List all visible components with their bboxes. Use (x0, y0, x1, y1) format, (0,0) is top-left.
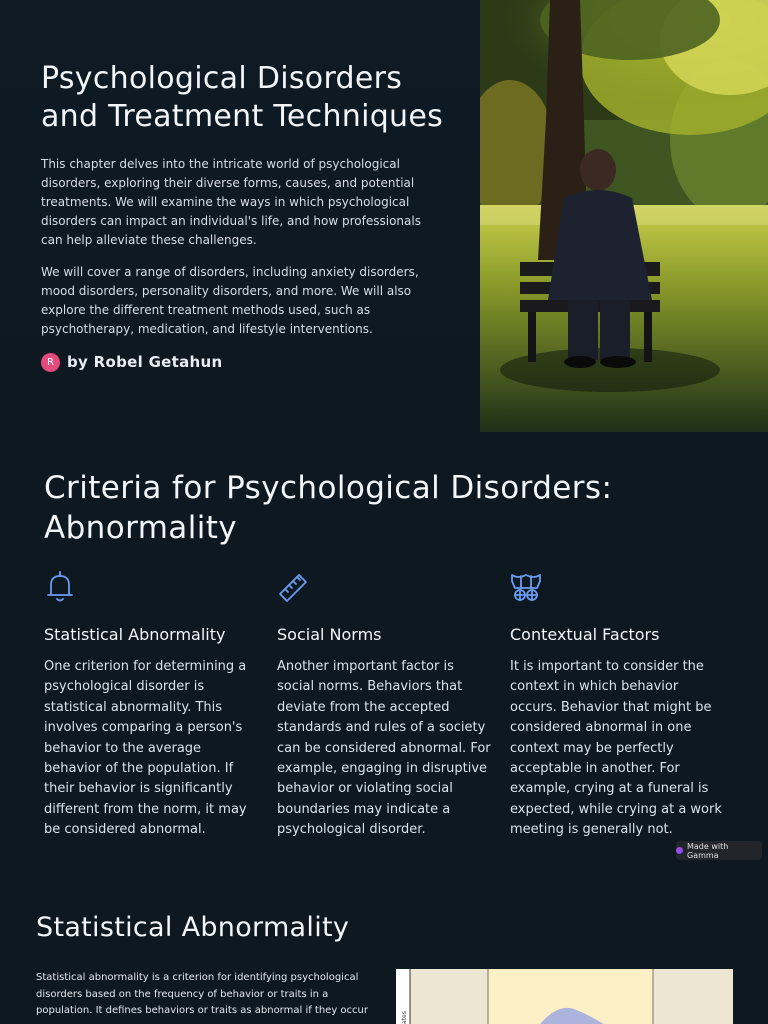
criteria-heading: Contextual Factors (510, 625, 660, 644)
criteria-text: One criterion for determining a psychological disorder is statistical abnormality. This involves comparing a person's behavior to the average behavior of the population. If their behavior is significantly different from the norm, it may be considered abnormal. (44, 659, 247, 838)
section-title: Statistical Abnormality (36, 912, 350, 943)
criteria-heading: Statistical Abnormality (44, 625, 226, 644)
hero-section (0, 0, 768, 432)
hero-image (480, 0, 768, 432)
author-name: by Robel Getahun (67, 353, 223, 371)
criteria-card-statistical (44, 570, 262, 841)
chart-axis-label: ates (401, 1011, 408, 1024)
intro-paragraph: This chapter delves into the intricate world of psychological disorders, exploring their diverse forms, causes, and potential treatments. We will examine the ways in which psychological disorders can impact an individual's life, and how professionals can help alleviate these challenges. (41, 157, 421, 247)
intro-paragraph-2: We will cover a range of disorders, including anxiety disorders, mood disorders, personality disorders, and more. We will also explore the different treatment methods used, such as psychotherapy, medication, and lifestyle interventions. (41, 265, 419, 336)
criteria-text: Another important factor is social norms. Behaviors that deviate from the accepted standards and rules of a society can be considered abnormal. For example, engaging in disruptive behavior or violating social boundaries may indicate a psychological disorder. (277, 659, 491, 838)
avatar: R (41, 353, 60, 372)
author-line (41, 351, 222, 373)
bell-icon (44, 589, 76, 608)
criteria-title: Criteria for Psychological Disorders: Abnormality (44, 470, 613, 546)
made-with-gamma-badge[interactable] (676, 841, 762, 860)
criteria-card-social-norms (277, 570, 495, 841)
ruler-icon (277, 589, 309, 608)
park-bench-man-illustration (480, 0, 768, 432)
criteria-text: It is important to consider the context in which behavior occurs. Behavior that might be considered abnormal in one context may be perfectly acceptable in another. For example, crying at a funeral is expected, while crying at a work meeting is generally not. (510, 659, 722, 838)
badge-label: Made with Gamma (686, 841, 729, 860)
statistical-section (0, 864, 768, 1024)
wagon-icon (510, 589, 542, 608)
criteria-heading: Social Norms (277, 625, 382, 644)
criteria-card-contextual (510, 570, 728, 841)
criteria-section (0, 432, 768, 864)
section-text: Statistical abnormality is a criterion for identifying psychological disorders based on the frequency of behavior or traits in a population. It defines behaviors or traits as abnormal if they occur (36, 972, 368, 1016)
page-title: Psychological Disorders and Treatment Techniques (41, 61, 444, 134)
gamma-logo-icon (676, 847, 683, 854)
distribution-chart-image (396, 969, 733, 1024)
